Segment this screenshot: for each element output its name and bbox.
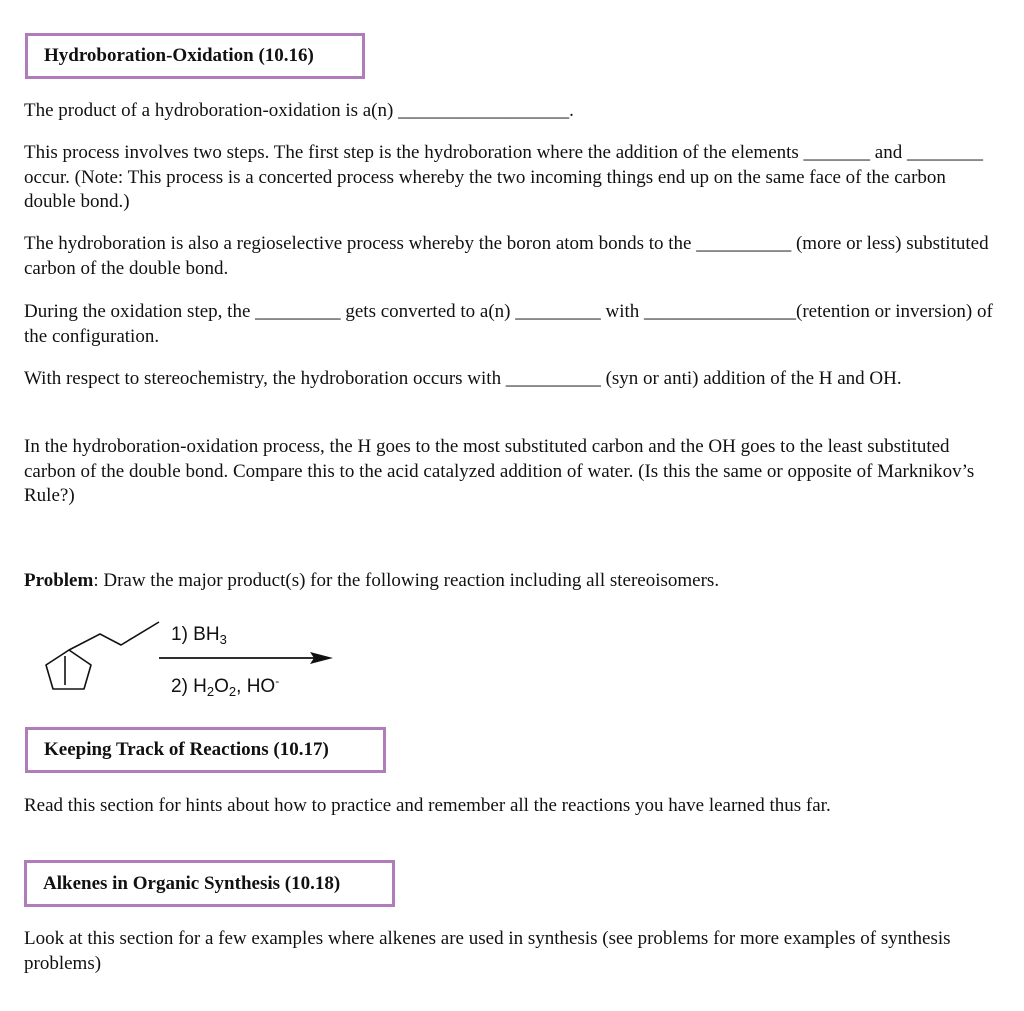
question-markovnikov: In the hydroboration-oxidation process, the H goes to the most substituted carbon and the OH goes to the least substituted carbon of the double bond. Compare this to the acid catalyzed addition of water. (Is this the same or opposite of Marknikov’s Rule?) bbox=[24, 436, 975, 506]
question-stereochemistry: With respect to stereochemistry, the hydroboration occurs with __________ (syn or anti) addition of the H and OH. bbox=[24, 368, 902, 389]
cyclopentene-ring bbox=[46, 650, 91, 689]
section-heading-hydroboration bbox=[25, 33, 365, 79]
problem-statement bbox=[24, 569, 994, 594]
cyclopentene-molecule bbox=[46, 622, 159, 689]
side-chain bbox=[69, 622, 159, 650]
reagent-step-2-text-c: , HO bbox=[236, 676, 276, 697]
section-title: Hydroboration-Oxidation (10.16) bbox=[44, 45, 314, 66]
question-oxidation-step: During the oxidation step, the _________ gets converted to a(n) _________ with ________________(retention or inversion) of the configuration. bbox=[24, 301, 993, 347]
reagent-step-2-text-a: 2) H bbox=[171, 676, 207, 697]
question-regioselective: The hydroboration is also a regioselective process whereby the boron atom bonds to the __________ (more or less) substituted carbon of the double bond. bbox=[24, 233, 989, 279]
reagent-step-2-sub-a: 2 bbox=[206, 684, 215, 699]
problem-label: Problem bbox=[24, 570, 94, 591]
reagent-step-2-text-b: O bbox=[214, 676, 229, 697]
reagent-step-1-text: 1) BH bbox=[171, 624, 220, 645]
reagent-step-1-sub: 3 bbox=[219, 632, 227, 647]
section-title: Keeping Track of Reactions (10.17) bbox=[44, 739, 329, 760]
section-title: Alkenes in Organic Synthesis (10.18) bbox=[43, 872, 341, 894]
problem-text: : Draw the major product(s) for the following reaction including all stereoisomers. bbox=[93, 570, 720, 591]
section-heading-keeping-track bbox=[25, 727, 386, 773]
reagent-step-2-sub-b: 2 bbox=[228, 684, 237, 699]
section-heading-alkenes-synthesis bbox=[24, 860, 395, 907]
section-note-keeping-track: Read this section for hints about how to practice and remember all the reactions you have learned thus far. bbox=[24, 795, 831, 816]
reagent-step-1 bbox=[171, 624, 227, 646]
question-product: The product of a hydroboration-oxidation is a(n) __________________. bbox=[24, 100, 574, 121]
reagent-step-2-charge: - bbox=[275, 674, 280, 688]
question-two-steps: This process involves two steps. The first step is the hydroboration where the addition of the elements _______ and ________ occur. (Note: This process is a concerted process whereby the two incoming things end up on the same face of the carbon double bond.) bbox=[24, 142, 983, 212]
reagent-step-2 bbox=[171, 676, 279, 698]
section-note-alkenes-synthesis: Look at this section for a few examples where alkenes are used in synthesis (see problems for more examples of synthesis problems) bbox=[24, 928, 951, 974]
